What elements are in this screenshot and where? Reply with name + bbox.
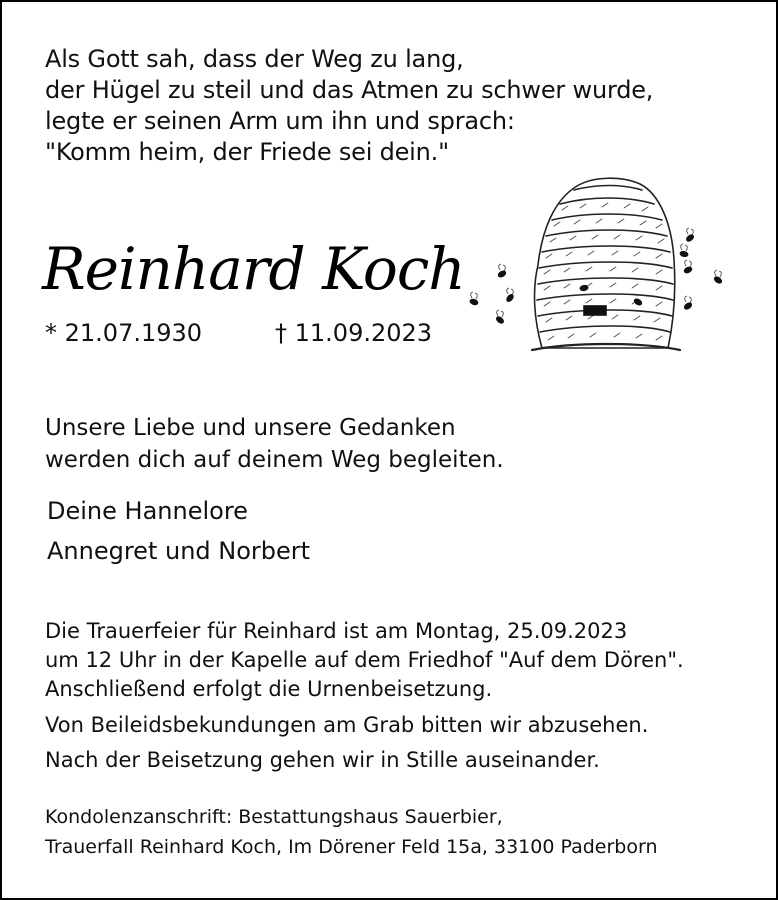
- family-line: Deine Hannelore: [47, 497, 248, 525]
- death-date: † 11.09.2023: [275, 319, 433, 347]
- poem-line: der Hügel zu steil und das Atmen zu schwer wurde,: [45, 76, 654, 104]
- service-line: Von Beileidsbekundungen am Grab bitten wir abzusehen.: [45, 713, 649, 737]
- poem-line: Als Gott sah, dass der Weg zu lang,: [45, 45, 464, 73]
- tribute-text: [45, 412, 504, 476]
- service-line: Die Trauerfeier für Reinhard ist am Montag, 25.09.2023: [45, 619, 628, 643]
- beehive-icon: [462, 170, 732, 360]
- family-signatures: [47, 491, 310, 571]
- service-line: um 12 Uhr in der Kapelle auf dem Friedhof "Auf dem Dören".: [45, 648, 684, 672]
- deceased-name: Reinhard Koch: [42, 235, 465, 303]
- condolence-address: [45, 802, 658, 862]
- service-line: Nach der Beisetzung gehen wir in Stille auseinander.: [45, 748, 600, 772]
- poem-line: "Komm heim, der Friede sei dein.": [45, 138, 449, 166]
- service-line: Anschließend erfolgt die Urnenbeisetzung.: [45, 677, 493, 701]
- tribute-line: werden dich auf deinem Weg begleiten.: [45, 447, 504, 473]
- life-dates: [45, 318, 432, 348]
- tribute-line: Unsere Liebe und unsere Gedanken: [45, 415, 456, 441]
- service-info: [45, 617, 684, 775]
- poem-line: legte er seinen Arm um ihn und sprach:: [45, 107, 515, 135]
- beehive-drawing: [462, 170, 732, 360]
- family-line: Annegret und Norbert: [47, 537, 311, 565]
- birth-date: * 21.07.1930: [45, 319, 203, 347]
- poem: [45, 44, 705, 168]
- contact-line: Trauerfall Reinhard Koch, Im Dörener Feld 15a, 33100 Paderborn: [45, 836, 658, 858]
- contact-line: Kondolenzanschrift: Bestattungshaus Sauerbier,: [45, 806, 503, 828]
